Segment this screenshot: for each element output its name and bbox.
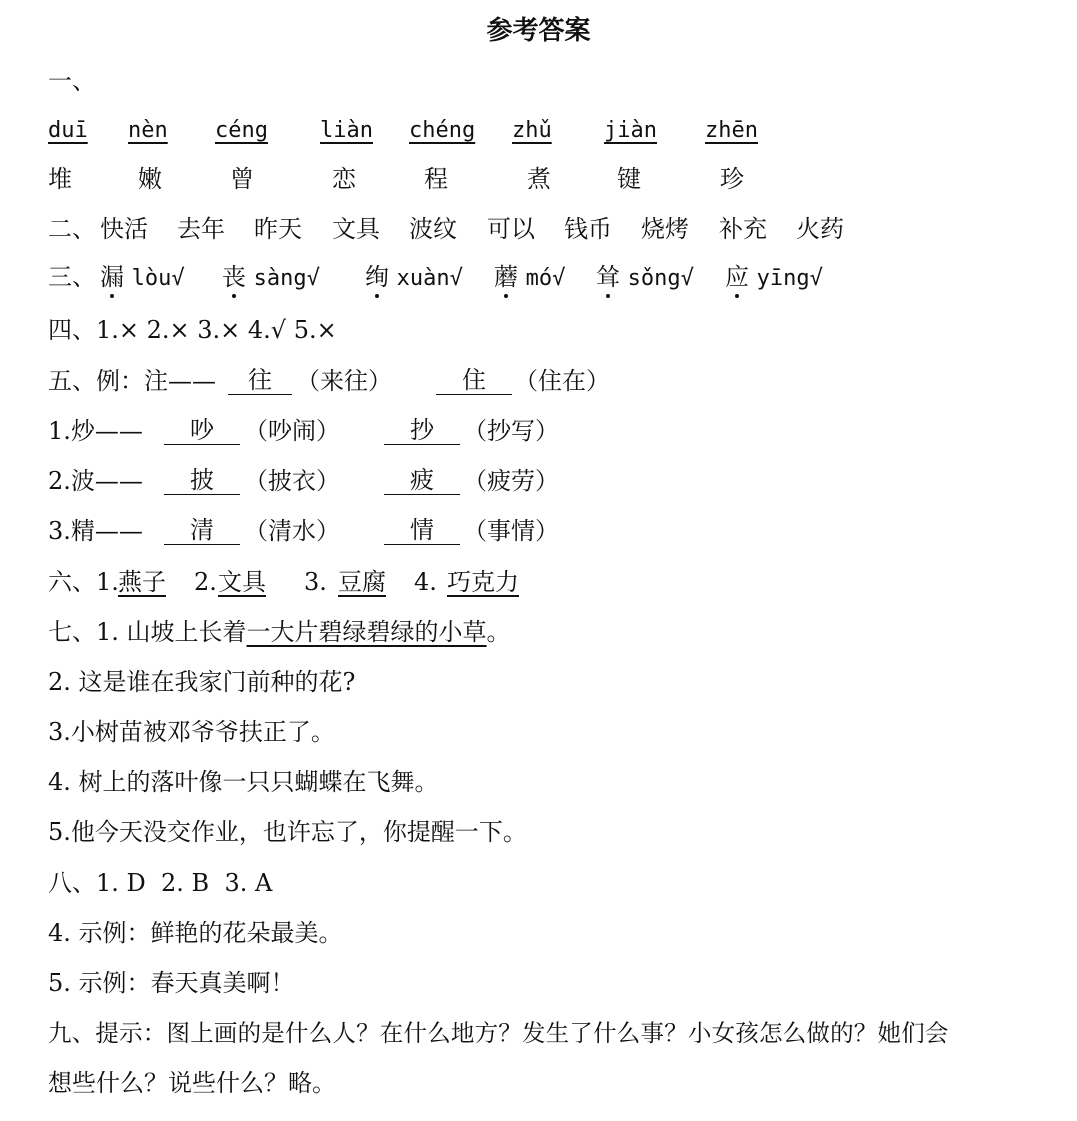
word-item: 快活 — [100, 215, 148, 243]
word-item: 钱币 — [564, 215, 612, 243]
answer-blank: 往 — [228, 366, 292, 395]
answer-blank: 疲 — [384, 466, 460, 495]
section-9-line-1: 九、提示：图上画的是什么人？在什么地方？发生了什么事？小女孩怎么做的？她们会 — [48, 1019, 949, 1047]
answer-note: （抄写） — [463, 417, 559, 445]
hanzi-item: 程 — [424, 165, 448, 193]
section-7-line-4: 4. 树上的落叶像一只只蝴蝶在飞舞。 — [48, 768, 439, 796]
dotted-char: 耸 — [596, 263, 620, 291]
section-2-label: 二、 — [48, 215, 96, 243]
page-title: 参考答案 — [486, 16, 591, 46]
pinyin-item: céng — [215, 118, 268, 143]
pinyin-item: nèn — [128, 118, 168, 143]
section-8-line-2: 4. 示例：鲜艳的花朵最美。 — [48, 919, 343, 947]
pinyin-item: liàn — [320, 118, 373, 143]
answer-note: （清水） — [244, 517, 340, 545]
hanzi-item: 珍 — [720, 165, 744, 193]
word-item: 烧烤 — [641, 215, 689, 243]
answer-underlined: 巧克力 — [447, 568, 519, 596]
pinyin-answer: lòu√ — [131, 266, 185, 291]
word-item: 昨天 — [254, 215, 302, 243]
answer-blank: 清 — [164, 516, 240, 545]
pinyin-answer: sǒng√ — [627, 266, 694, 291]
section-8-line-1: 八、1. D 2. B 3. A — [48, 869, 273, 897]
answer-underlined: 豆腐 — [338, 568, 386, 596]
section-7-line-1 — [48, 617, 511, 647]
word-item: 可以 — [487, 215, 535, 243]
answer-blank: 抄 — [384, 416, 460, 445]
word-item: 文具 — [332, 215, 380, 243]
hanzi-item: 堆 — [48, 165, 72, 193]
hanzi-item: 煮 — [527, 165, 551, 193]
item-number: 4. — [414, 568, 437, 596]
hanzi-item: 曾 — [230, 165, 254, 193]
pinyin-item: duī — [48, 118, 88, 143]
answer-blank: 披 — [164, 466, 240, 495]
answer-note: （来往） — [296, 367, 392, 395]
section-5-prefix: 五、例：注—— — [48, 367, 216, 395]
pinyin-answer: mó√ — [525, 266, 566, 291]
section-1-label: 一、 — [48, 67, 96, 95]
pinyin-answer: sàng√ — [253, 266, 320, 291]
dotted-char: 绚 — [365, 263, 389, 291]
answer-underlined: 燕子 — [118, 568, 166, 596]
answer-note: （住在） — [514, 367, 610, 395]
answer-note: （疲劳） — [463, 467, 559, 495]
word-item: 波纹 — [409, 215, 457, 243]
dotted-char: 漏 — [100, 263, 124, 291]
item-number: 1. — [96, 568, 119, 596]
hanzi-item: 键 — [617, 165, 641, 193]
row-lead: 2.波—— — [48, 467, 143, 495]
answer-note: （吵闹） — [244, 417, 340, 445]
answer-note: （披衣） — [244, 467, 340, 495]
word-item: 补充 — [719, 215, 767, 243]
section-7-line-3: 3.小树苗被邓爷爷扶正了。 — [48, 718, 335, 746]
answer-note: （事情） — [463, 517, 559, 545]
dotted-char: 应 — [725, 263, 749, 291]
word-item: 去年 — [177, 215, 225, 243]
sentence-end: 。 — [486, 618, 511, 646]
pinyin-item: zhǔ — [512, 118, 552, 143]
section-4-line: 四、1.× 2.× 3.× 4.√ 5.× — [48, 316, 337, 344]
answer-underlined: 文具 — [218, 568, 266, 596]
section-3-label: 三、 — [48, 263, 96, 291]
section-7-line-2: 2. 这是谁在我家门前种的花? — [48, 668, 356, 696]
answer-blank: 住 — [436, 366, 512, 395]
sentence-text: 七、1. 山坡上长着 — [48, 618, 247, 646]
pinyin-item: zhēn — [705, 118, 758, 143]
section-8-line-3: 5. 示例：春天真美啊！ — [48, 969, 295, 997]
dotted-char: 丧 — [222, 263, 246, 291]
answer-blank: 吵 — [164, 416, 240, 445]
section-6-label: 六、 — [48, 568, 96, 596]
pinyin-answer: yīng√ — [756, 266, 823, 291]
row-lead: 3.精—— — [48, 517, 143, 545]
pinyin-item: chéng — [409, 118, 476, 143]
hanzi-item: 嫩 — [138, 165, 162, 193]
section-9-line-2: 想些什么？说些什么？略。 — [48, 1069, 336, 1097]
hanzi-item: 恋 — [332, 165, 356, 193]
item-number: 2. — [194, 568, 217, 596]
pinyin-item: jiàn — [604, 118, 657, 143]
item-number: 3. — [304, 568, 327, 596]
row-lead: 1.炒—— — [48, 417, 143, 445]
word-item: 火药 — [796, 215, 844, 243]
dotted-char: 蘑 — [494, 263, 518, 291]
answer-blank: 情 — [384, 516, 460, 545]
section-7-line-5: 5.他今天没交作业，也许忘了，你提醒一下。 — [48, 818, 527, 846]
sentence-underlined: 一大片碧绿碧绿的小草 — [246, 618, 487, 646]
pinyin-answer: xuàn√ — [396, 266, 463, 291]
